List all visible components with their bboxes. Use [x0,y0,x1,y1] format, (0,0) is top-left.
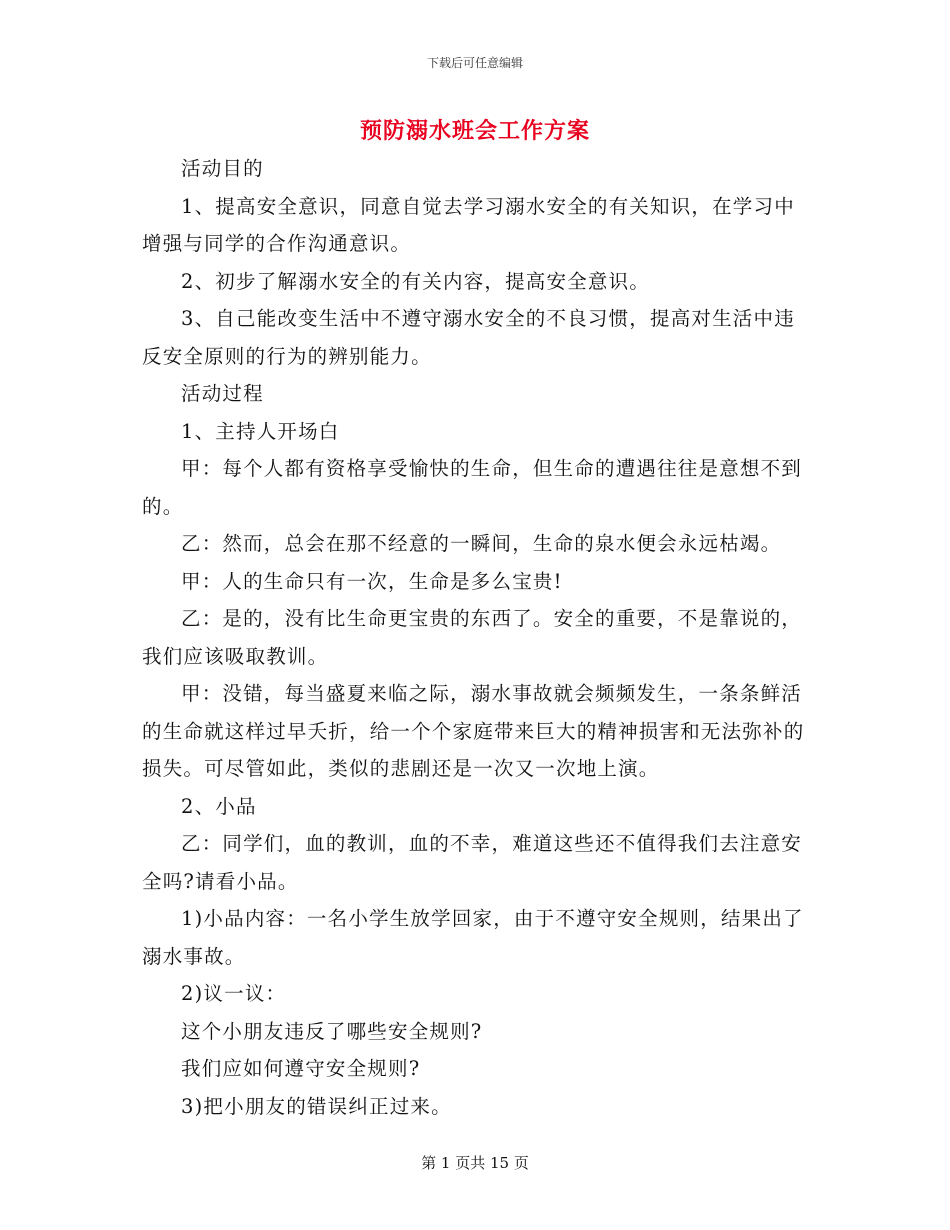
paragraph: 1、提高安全意识，同意自觉去学习溺水安全的有关知识，在学习中增强与同学的合作沟通意识。 [142,194,795,255]
section-heading-process: 活动过程 [181,382,264,405]
paragraph: 2)议一议： [181,982,287,1005]
paragraph: 2、初步了解溺水安全的有关内容，提高安全意识。 [181,269,651,293]
document-title: 预防溺水班会工作方案 [359,118,590,144]
paragraph: 甲：人的生命只有一次，生命是多么宝贵! [181,569,563,593]
paragraph: 甲：每个人都有资格享受愉快的生命，但生命的遭遇往往是意想不到的。 [142,457,803,518]
paragraph: 3)把小朋友的错误纠正过来。 [181,1094,452,1118]
paragraph: 3、自己能改变生活中不遵守溺水安全的不良习惯，提高对生活中违反安全原则的行为的辨别能力。 [142,307,795,368]
paragraph: 乙：同学们，血的教训，血的不幸，难道这些还不值得我们去注意安全吗?请看小品。 [142,832,803,893]
paragraph: 乙：是的，没有比生命更宝贵的东西了。安全的重要，不是靠说的，我们应该吸取教训。 [142,607,803,668]
section-heading-purpose: 活动目的 [181,157,264,180]
paragraph: 这个小朋友违反了哪些安全规则? [181,1019,483,1043]
paragraph: 乙：然而，总会在那不经意的一瞬间，生命的泉水便会永远枯竭。 [181,532,782,555]
paragraph: 甲：没错，每当盛夏来临之际，溺水事故就会频频发生，一条条鲜活的生命就这样过早夭折，给一个个家庭带来巨大的精神损害和无法弥补的损失。可尽管如此，类似的悲剧还是一次又一次地上演。 [142,682,805,780]
paragraph: 1)小品内容：一名小学生放学回家，由于不遵守安全规则，结果出了溺水事故。 [142,907,804,968]
paragraph: 我们应如何遵守安全规则? [181,1057,421,1080]
paragraph: 1、主持人开场白 [181,419,340,443]
header-note: 下载后可任意编辑 [426,56,523,70]
paragraph: 2、小品 [181,794,257,818]
page-number: 第 1 页共 15 页 [421,1154,529,1172]
document-body [142,150,810,1125]
